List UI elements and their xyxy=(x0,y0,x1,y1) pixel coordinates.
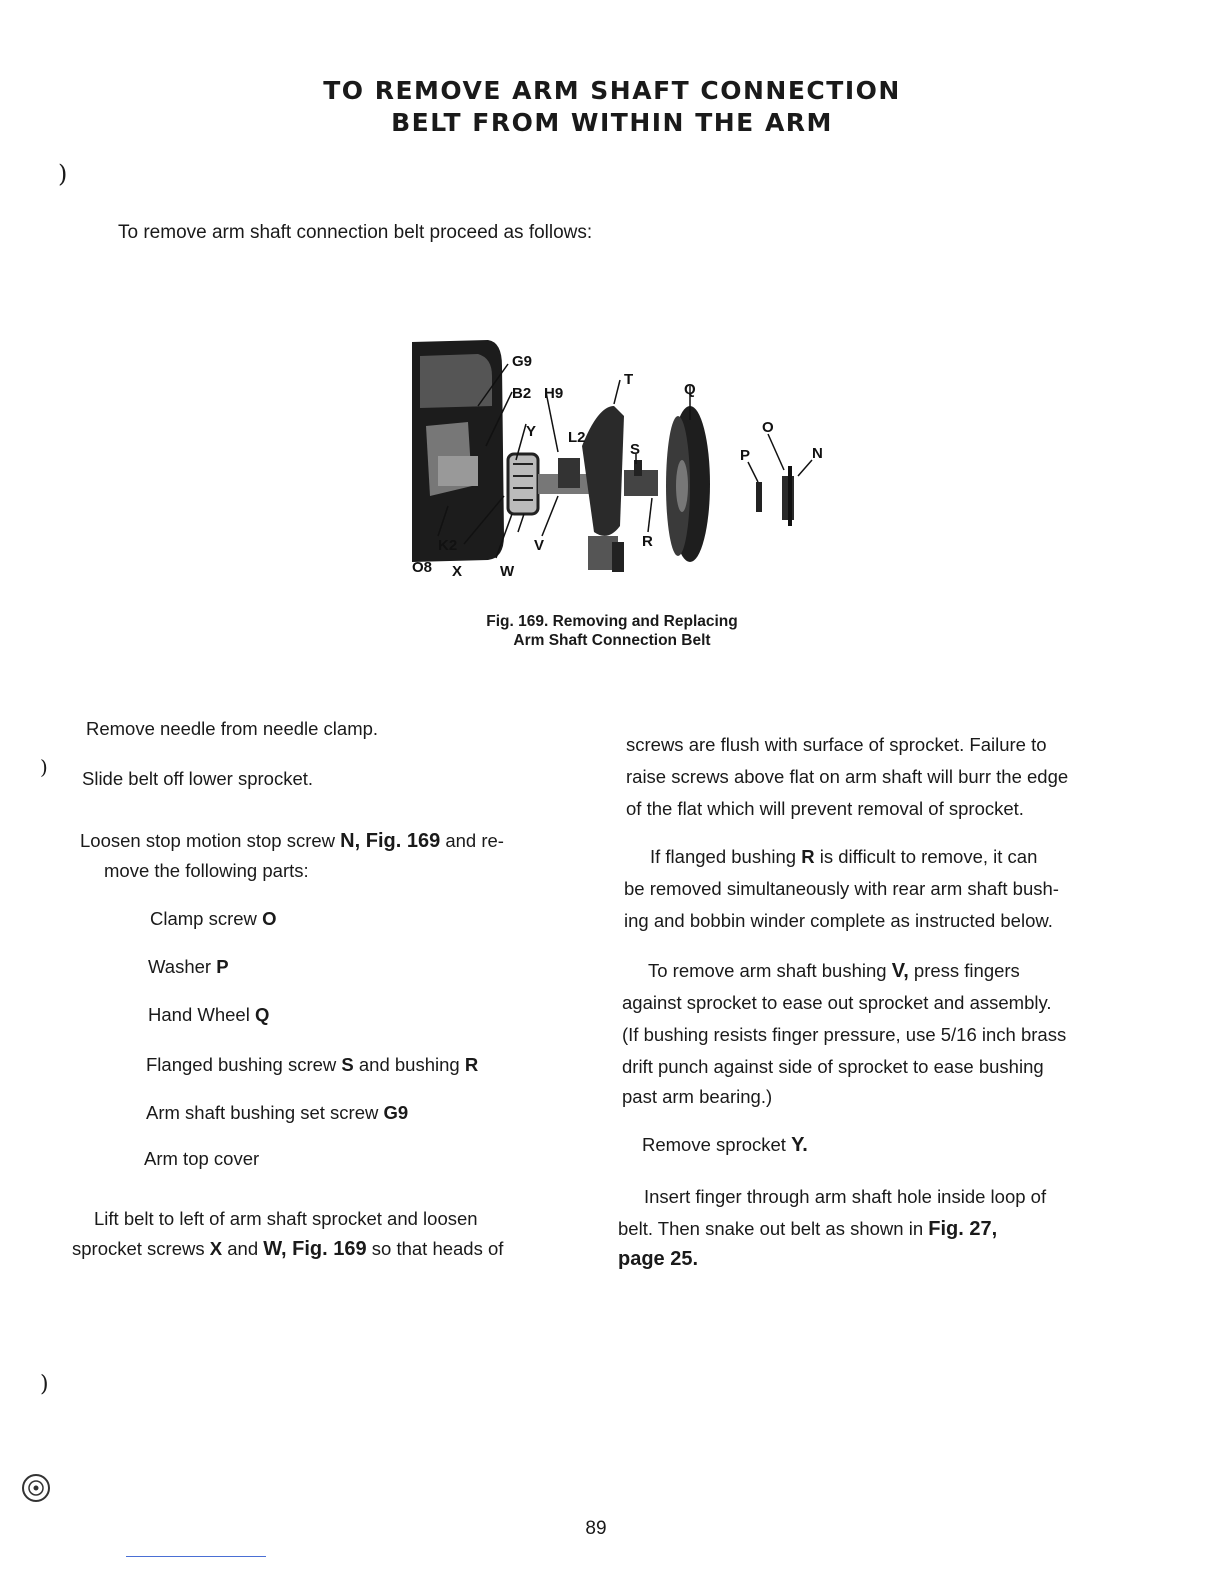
label-n: N xyxy=(812,445,823,462)
left-paragraph-4-line2: sprocket screws X and W, Fig. 169 so that heads of xyxy=(72,1238,504,1260)
part-item: Arm top cover xyxy=(144,1148,260,1169)
label-g9: G9 xyxy=(512,353,533,370)
page-title-line2: BELT FROM WITHIN THE ARM xyxy=(391,108,833,137)
figure-caption-line1: Fig. 169. Removing and Replacing xyxy=(486,613,738,630)
margin-mark: ) xyxy=(58,160,68,188)
label-w: W xyxy=(500,563,515,580)
right-paragraph-3-line4: drift punch against side of sprocket to ease bushing xyxy=(622,1056,1044,1077)
figure-caption-line2: Arm Shaft Connection Belt xyxy=(513,632,711,649)
left-paragraph-3-line2: move the following parts: xyxy=(104,860,309,881)
page-number: 89 xyxy=(585,1518,607,1539)
library-stamp-icon xyxy=(20,1472,52,1504)
figure-169 xyxy=(408,336,828,586)
right-paragraph-5-line2: belt. Then snake out belt as shown in Fig. 27, xyxy=(618,1218,998,1240)
label-o: O xyxy=(762,419,774,436)
right-paragraph-1-line1: screws are flush with surface of sprocket. Failure to xyxy=(626,734,1047,755)
right-paragraph-3-line1: To remove arm shaft bushing V, press fingers xyxy=(648,960,1020,982)
margin-mark: ) xyxy=(40,1372,49,1397)
right-paragraph-3-line2: against sprocket to ease out sprocket and assembly. xyxy=(622,992,1052,1013)
intro-text: To remove arm shaft connection belt proceed as follows: xyxy=(118,222,593,243)
part-item: Flanged bushing screw S and bushing R xyxy=(146,1054,479,1075)
mechanism-illustration xyxy=(408,336,828,586)
right-paragraph-4: Remove sprocket Y. xyxy=(642,1134,808,1156)
part-item: Washer P xyxy=(148,956,229,977)
label-y: Y xyxy=(526,423,537,440)
label-q: Q xyxy=(684,381,696,398)
bushing-v xyxy=(582,406,624,536)
bushing-l2 xyxy=(558,458,580,488)
part-item: Clamp screw O xyxy=(150,908,277,929)
right-paragraph-3-line5: past arm bearing.) xyxy=(622,1086,773,1107)
label-x: X xyxy=(452,563,463,580)
part-item: Hand Wheel Q xyxy=(148,1004,270,1025)
label-s: S xyxy=(630,441,641,458)
label-r: R xyxy=(642,533,653,550)
right-paragraph-1-line2: raise screws above flat on arm shaft will burr the edge xyxy=(626,766,1069,787)
left-paragraph-3-line1: Loosen stop motion stop screw N, Fig. 169 and re- xyxy=(80,830,504,852)
label-l2: L2 xyxy=(568,429,586,446)
right-paragraph-5-line1: Insert finger through arm shaft hole inside loop of xyxy=(644,1186,1047,1207)
right-paragraph-5-line3: page 25. xyxy=(618,1248,699,1270)
label-k2: K2 xyxy=(438,537,458,554)
label-t: T xyxy=(624,371,634,388)
label-h9: H9 xyxy=(544,385,564,402)
right-paragraph-3-line3: (If bushing resists finger pressure, use 5/16 inch brass xyxy=(622,1024,1067,1045)
left-paragraph-2: Slide belt off lower sprocket. xyxy=(82,768,314,789)
right-paragraph-2-line1: If flanged bushing R is difficult to remove, it can xyxy=(650,846,1038,867)
right-paragraph-2-line3: ing and bobbin winder complete as instructed below. xyxy=(624,910,1053,931)
part-item: Arm shaft bushing set screw G9 xyxy=(146,1102,409,1123)
footer-rule xyxy=(126,1556,266,1557)
label-o8: O8 xyxy=(412,559,433,576)
left-paragraph-1: Remove needle from needle clamp. xyxy=(86,718,379,739)
label-v: V xyxy=(534,537,545,554)
right-paragraph-1-line3: of the flat which will prevent removal of sprocket. xyxy=(626,798,1024,819)
arm-casting-highlight xyxy=(420,354,492,408)
label-p: P xyxy=(740,447,751,464)
margin-mark: ) xyxy=(40,755,48,779)
arm-casting-detail2 xyxy=(438,456,478,486)
ref-n-fig169: N, Fig. 169 xyxy=(340,830,441,852)
left-paragraph-4-line1: Lift belt to left of arm shaft sprocket and loosen xyxy=(94,1208,478,1229)
screw-s xyxy=(634,460,642,476)
washer-p xyxy=(756,482,762,512)
label-b2: B2 xyxy=(512,385,532,402)
right-paragraph-2-line2: be removed simultaneously with rear arm shaft bush- xyxy=(624,878,1059,899)
page-title-line1: TO REMOVE ARM SHAFT CONNECTION xyxy=(323,76,901,105)
